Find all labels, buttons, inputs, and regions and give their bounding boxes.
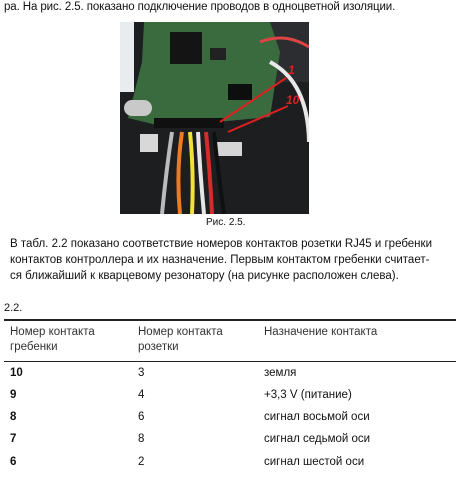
socket-contact-cell: 2 bbox=[138, 456, 145, 468]
intro-text-line: ра. На рис. 2.5. показано подключение проводов в одноцветной изоляции. bbox=[4, 1, 396, 13]
socket-contact-cell: 3 bbox=[138, 367, 145, 379]
comb-contact-cell: 9 bbox=[10, 389, 17, 401]
header-socket-contact: Номер контакта розетки bbox=[138, 326, 223, 353]
table-row bbox=[0, 456, 460, 478]
paragraph-line: ся ближайший к кварцевому резонатору (на рисунке расположен слева). bbox=[10, 270, 399, 282]
figure-label-1: 1 bbox=[288, 63, 295, 77]
purpose-cell: сигнал восьмой оси bbox=[264, 411, 370, 423]
figure-label-10: 10 bbox=[286, 93, 300, 107]
comb-contact-cell: 10 bbox=[10, 367, 23, 379]
paragraph-line: контактов контроллера и их назначение. Первым контактом гребенки считает- bbox=[10, 254, 430, 266]
purpose-cell: +3,3 V (питание) bbox=[264, 389, 352, 401]
purpose-cell: земля bbox=[264, 367, 297, 379]
table-row bbox=[0, 389, 460, 411]
header-contact-purpose: Назначение контакта bbox=[264, 326, 378, 338]
comb-contact-cell: 7 bbox=[10, 433, 17, 445]
table-header-rule bbox=[4, 361, 456, 362]
header-comb-contact: Номер контакта гребенки bbox=[10, 326, 95, 353]
controller-photo bbox=[120, 22, 309, 214]
table-row bbox=[0, 367, 460, 389]
comb-contact-cell: 8 bbox=[10, 411, 17, 423]
purpose-cell: сигнал седьмой оси bbox=[264, 433, 371, 445]
figure-caption: Рис. 2.5. bbox=[206, 217, 246, 228]
table-number: 2.2. bbox=[4, 302, 23, 314]
table-top-rule bbox=[4, 319, 456, 321]
description-paragraph bbox=[10, 236, 450, 284]
controller-photo-illustration bbox=[120, 22, 309, 214]
socket-contact-cell: 4 bbox=[138, 389, 145, 401]
table-row bbox=[0, 411, 460, 433]
comb-contact-cell: 6 bbox=[10, 456, 17, 468]
socket-contact-cell: 8 bbox=[138, 433, 145, 445]
table-row bbox=[0, 433, 460, 455]
paragraph-line: В табл. 2.2 показано соответствие номеров контактов розетки RJ45 и гребенки bbox=[10, 238, 432, 250]
socket-contact-cell: 6 bbox=[138, 411, 145, 423]
purpose-cell: сигнал шестой оси bbox=[264, 456, 365, 468]
